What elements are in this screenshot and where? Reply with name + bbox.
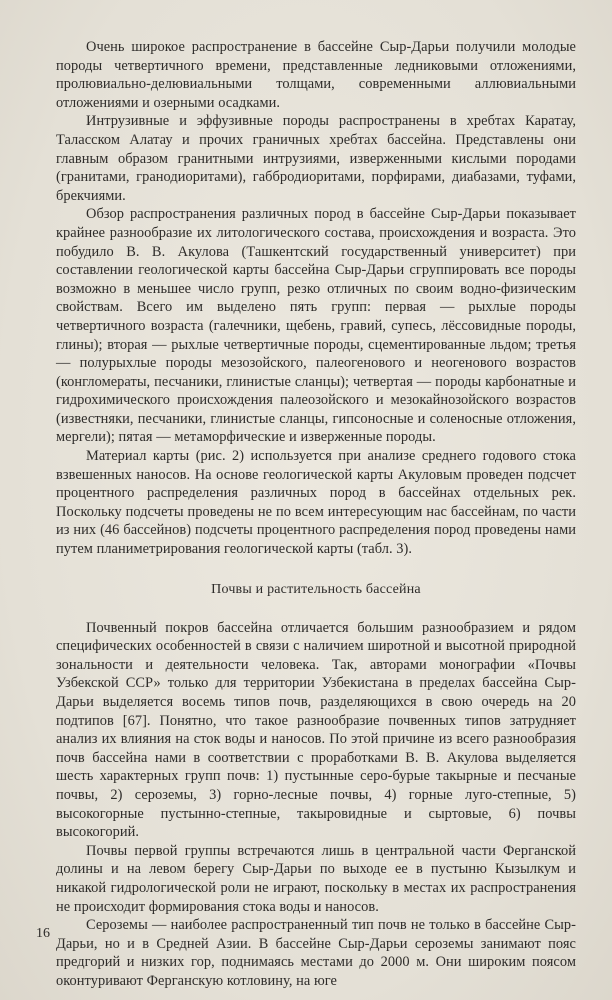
section-heading: Почвы и растительность бассейна: [211, 581, 421, 597]
paragraph-intrusive: Интрузивные и эффузивные породы распространены в хребтах Каратау, Таласском Алатау и прочих граничных хребтах бассейна. Представлены они главным образом гранитными интрузиями, изверженными кислыми породами (гранитами, гранодиоритами), габбродиоритами, порфирами, диабазами, туфами, брекчиями.: [56, 113, 576, 204]
paragraph-map-material: Материал карты (рис. 2) используется при анализе среднего годового стока взвешенных наносов. На основе геологической карты Акуловым проведен подсчет процентного распределения различных пород в бассейнах отдельных рек. Поскольку подсчеты проведены не по всем интересующим нас бассейнам, по части из них (46 бассейнов) подсчеты процентного распределения пород проведены нами путем планиметрирования геологической карты (табл. 3).: [56, 448, 576, 558]
paragraph-serozems: Сероземы — наиболее распространенный тип почв не только в бассейне Сыр-Дарьи, но и в Средней Азии. В бассейне Сыр-Дарьи сероземы занимают пояс предгорий и низких гор, поднимаясь местами до 2000 м. Они широким поясом оконтуривают Ферганскую котловину, на юге: [56, 917, 576, 989]
paragraph-first-group: Почвы первой группы встречаются лишь в центральной части Ферганской долины и на левом берегу Сыр-Дарьи по выходе ее в пустыню Кызылкум и никакой гидрологической роли не играют, поскольку в местах их распространения не происходит формирования стока воды и наносов.: [56, 842, 576, 915]
page-number: 16: [36, 926, 50, 941]
paragraph-rock-overview: Обзор распространения различных пород в бассейне Сыр-Дарьи показывает крайнее разнообразие их литологического состава, происхождения и возраста. Это побудило В. В. Акулова (Ташкентский государственный университет) при составлении геологической карты бассейна Сыр-Дарьи сгруппировать все породы возможно в меньшее число групп, резко отличных по своим водно-физическим свойствам. Всего им выделено пять групп: первая — рыхлые породы четвертичного возраста (галечники, щебень, гравий, супесь, лёссовидные породы, глины); вторая — рыхлые четвертичные породы, сцементированные льдом; третья — полурыхлые породы мезозойского, палеогенового и неогенового возрастов (конгломераты, песчаники, глинистые сланцы); четвертая — породы карбонатные и гидрохимического происхождения палеозойского и мезокайнозойского возрастов (известняки, песчаники, глинистые сланцы, гипсоносные и соленосные отложения, мергели); пятая — метаморфические и изверженные породы.: [56, 206, 576, 446]
paragraph-soil-cover: Почвенный покров бассейна отличается большим разнообразием и рядом специфических особенностей в связи с наличием широтной и высотной природной зональности и деятельности человека. Так, авторами монографии «Почвы Узбекской ССР» только для территории Узбекистана в пределах бассейна Сыр-Дарьи выделяется восемь типов почв, разделяющихся в свою очередь на 20 подтипов [67]. Понятно, что такое разнообразие почвенных типов затрудняет анализ их влияния на сток воды и наносов. По этой причине из всего разнообразия почв бассейна нами в соответствии с проработками В. В. Акулова выделяется шесть характерных групп почв: 1) пустынные серо-бурые такырные и песчаные почвы, 2) сероземы, 3) горно-лесные почвы, 4) горные луго-степные, 5) высокогорные пустынно-степные, такыровидные и сыртовые, 6) почвы высокогорий.: [56, 619, 576, 841]
paragraph-quaternary: Очень широкое распространение в бассейне Сыр-Дарьи получили молодые породы четвертичного времени, представленные ледниковыми отложениями, пролювиально-делювиальными толщами, современными аллювиальными отложениями и озерными осадками.: [56, 39, 576, 111]
page-body: [56, 38, 576, 991]
